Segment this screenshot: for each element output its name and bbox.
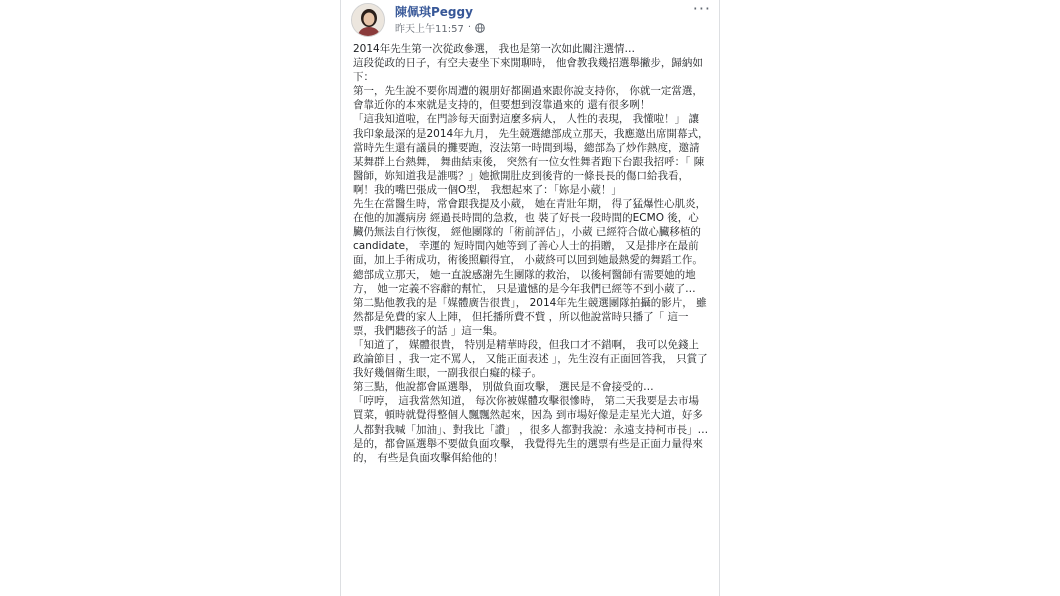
- post-meta: [395, 20, 485, 35]
- post-header: [341, 0, 719, 40]
- post-paragraph: 「哼哼， 這我當然知道， 每次你被媒體攻擊很慘時， 第二天我要是去市場買菜，頓時就覺得整個人飄飄然起來，因為 到市場好像是走星光大道，好多人都對我喊「加油」、對我比「讚」 ，很多人都對我說：永遠支持柯市長」…: [353, 395, 709, 436]
- post-paragraph: 先生在當醫生時，常會跟我提及小葳， 她在青壯年期， 得了猛爆性心肌炎， 在他的加護病房 經過長時間的急救，也 裝了好長一段時間的ECMO 後，心臟仍無法自行恢復， 經他團隊的「術前評估」，小葳 已經符合做心臟移植的candidate， 幸運的 短時間內她等到了善心人士的捐贈， 又是排序在最前面，加上手術成功，術後照顧得宜， 小葳終可以回到她最熱愛的舞蹈工作。總部成立那天， 她一直說感謝先生團隊的救治， 以後柯醫師有需要她的地方， 她一定義不容辭的幫忙， 只是遺憾的是今年我們已經等不到小葳了…: [353, 198, 710, 295]
- post-body: [353, 42, 712, 465]
- author-avatar[interactable]: [351, 3, 385, 37]
- post-paragraph: 這段從政的日子，有空夫妻坐下來閒聊時， 他會教我幾招選舉撇步，歸納如下：: [353, 57, 703, 84]
- post-paragraph: 2014年先生第一次從政參選， 我也是第一次如此關注選情…: [353, 43, 636, 55]
- post-paragraph: 第一，先生說不要你周遭的親朋好都圍過來跟你說支持你， 你就一定當選，會靠近你的本來就是支持的，但要想到沒靠過來的 還有很多咧！: [353, 85, 703, 112]
- post-paragraph: 是的，都會區選舉不要做負面攻擊， 我覺得先生的選票有些是正面力量得來的， 有些是負面攻擊佴給他的！: [353, 437, 703, 464]
- post-paragraph: 第二點他教我的是「媒體廣告很貴」， 2014年先生競選團隊拍攝的影片， 雖然都是免費的家人上陣， 但托播所費不貲 ，所以他說當時只播了「 這一票，我們聽孩子的話 」這一集。: [353, 296, 707, 337]
- globe-icon[interactable]: [475, 23, 485, 33]
- facebook-post-card: [340, 0, 720, 596]
- author-name[interactable]: 陳佩琪Peggy: [395, 5, 473, 19]
- post-timestamp[interactable]: 昨天上午11:57: [395, 24, 464, 35]
- post-paragraph: 「這我知道啦，在門診每天面對這麼多病人， 人性的表現， 我懂啦！」 讓我印象最深的是2014年九月， 先生競選總部成立那天，我應邀出席開幕式， 當時先生還有議員的攤要跑，沒法第一時間到場，總部為了炒作熱度，邀請某舞群上台熱舞， 舞曲結束後， 突然有一位女性舞者跑下台跟我招呼：「 陳醫師，妳知道我是誰嗎？」她掀開肚皮到後背的一條長長的傷口給我看， 啊！我的嘴巴張成一個O型， 我想起來了：「妳是小葳！」: [353, 113, 712, 196]
- post-paragraph: 第三點，他說都會區選舉， 別做負面攻擊， 選民是不會接受的…: [353, 381, 654, 394]
- post-paragraph: 「知道了， 媒體很貴， 特別是精華時段，但我口才不錯啊， 我可以免錢上政論節目 ，我一定不罵人， 又能正面表述 」，先生沒有正面回答我， 只賞了我好幾個衛生眼，一副我很白癡的樣子。: [353, 338, 708, 380]
- dot-separator: ·: [467, 22, 472, 33]
- more-options-icon[interactable]: ···: [692, 0, 711, 18]
